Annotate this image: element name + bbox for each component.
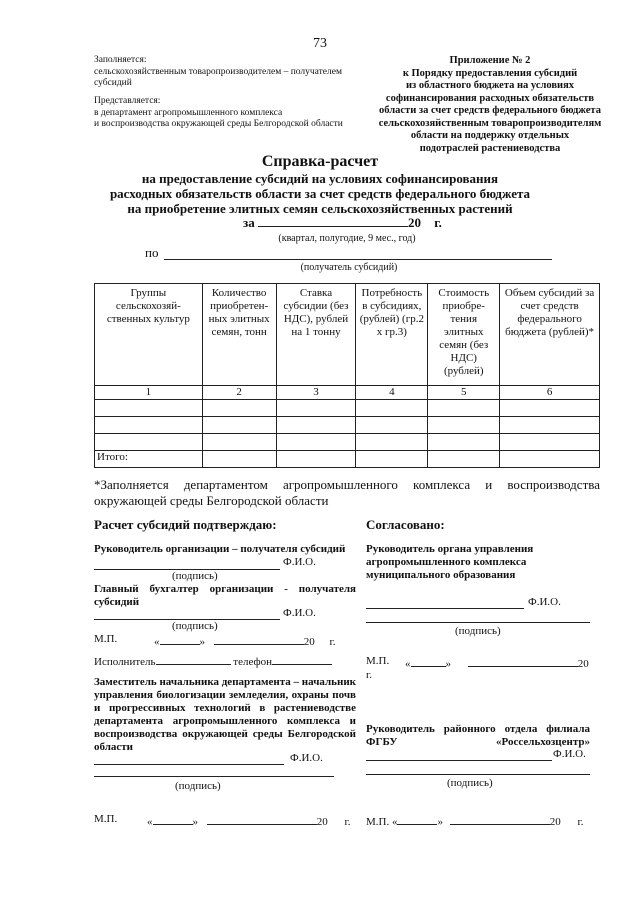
deputy-signature-field[interactable] [94,764,284,765]
table-cell[interactable] [95,400,203,417]
annex-line: области за счет средств федерального бюджета [379,105,601,116]
municipal-signature-hint: (подпись) [455,625,501,637]
column-number: 2 [202,386,276,400]
submitted-to-line-2: и воспроизводства окружающей среды Белгородской области [94,119,343,129]
left-date-day-field[interactable] [160,633,200,645]
period-hint: (квартал, полугодие, 9 мес., год) [278,233,416,244]
column-number: 3 [276,386,356,400]
chief-accountant-label [94,583,356,609]
annex-line: из областного бюджета на условиях [405,80,575,91]
regional-signature-field[interactable] [366,760,552,761]
left-stamp-label: М.П. [94,633,118,645]
right-date-year: 20 [577,658,589,670]
table-row [95,417,600,434]
table-cell[interactable] [356,417,428,434]
footnote: *Заполняется департаментом агропромышленного комплекса и воспроизводства окружающей среды Белгородской области [94,477,600,508]
left-bottom-date-day-field[interactable] [153,813,193,825]
right-stamp-label: М.П. [366,655,390,667]
municipal-second-line[interactable] [366,622,590,623]
municipal-fio: Ф.И.О. [528,596,561,608]
chief-accountant-text: Главный бухгалтер организации - получателя субсидий [94,583,356,608]
table-cell[interactable] [202,451,276,468]
recipient-field[interactable] [164,259,552,260]
table-cell[interactable] [276,400,356,417]
table-cell[interactable] [500,451,600,468]
table-cell[interactable] [95,417,203,434]
submitted-to-line-1: в департамент агропромышленного комплекса [94,107,283,118]
deputy-text: Заместитель начальника департамента – начальник управления биологизации земледелия, охраны почв и прогрессивных технологий в растениеводстве департамента агропромышленного комплекса и воспроизводства окружающей среды Белгородской области [94,676,356,753]
column-number: 1 [95,386,203,400]
deputy-fio: Ф.И.О. [290,752,323,764]
table-cell[interactable] [500,400,600,417]
right-date-year-suffix: г. [366,669,373,681]
quote-close: » [445,658,451,670]
total-label: Итого: [95,451,203,468]
header-seed-cost: Стоимость приобре-тения элитных семян (без НДС) (рублей) [428,284,500,386]
header-subsidy-need: Потребность в субсидиях, (рублей) (гр.2 х гр.3) [356,284,428,386]
annex-line: подотраслей растениеводства [419,142,561,154]
recipient-hint: (получатель субсидий) [300,262,398,273]
table-cell[interactable] [95,434,203,451]
subsidy-table [94,283,600,468]
header-subsidy-rate: Ставка субсидии (без НДС), рублей на 1 тонну [276,284,356,386]
left-date-year: 20 [303,636,315,648]
executor-field[interactable] [156,653,231,665]
period-field[interactable] [258,215,408,227]
header-crop-groups: Группы сельскохозяй-ственных культур [95,284,203,386]
table-header-row [95,284,600,386]
quote-open: « [391,816,398,828]
deputy-second-line[interactable] [94,776,334,777]
column-number: 4 [356,386,428,400]
subtitle-line: на приобретение элитных семян сельскохозяйственных растений [127,201,513,216]
right-date-month-field[interactable] [468,655,578,667]
period-line [243,215,442,231]
regional-fio: Ф.И.О. [553,748,586,760]
table-cell[interactable] [202,434,276,451]
right-bottom-date-line [366,813,584,829]
table-cell[interactable] [428,434,500,451]
filled-by-line-2: субсидий [94,78,132,88]
column-number-row [95,386,600,400]
document-title: Справка-расчет [261,153,379,170]
left-bottom-date-line [147,813,351,829]
table-row [95,400,600,417]
annex-line: Приложение № 2 [449,55,531,66]
left-date-month-field[interactable] [214,633,304,645]
submitted-to-block [94,96,364,131]
quote-close: » [437,816,443,828]
phone-field[interactable] [272,653,332,665]
annex-line: сельскохозяйственным товаропроизводителям [378,117,602,129]
table-cell[interactable] [500,417,600,434]
quote-open: « [405,658,411,670]
quote-open: « [147,816,153,828]
quote-close: » [192,816,198,828]
filled-by-label: Заполняется: [94,55,147,65]
chief-accountant-fio: Ф.И.О. [283,607,316,619]
regional-head-text: Руководитель районного отдела филиала ФГБУ «Россельхозцентр» [366,723,590,748]
table-cell[interactable] [202,400,276,417]
table-cell[interactable] [428,451,500,468]
right-bottom-date-year: 20 [549,816,561,828]
annex-block [365,55,615,155]
table-cell[interactable] [202,417,276,434]
period-suffix: г. [434,215,442,230]
table-cell[interactable] [356,400,428,417]
quote-close: » [199,636,205,648]
regional-head-label [366,723,590,749]
municipal-head-label: Руководитель органа управления агропромышленного комплекса муниципального образования [366,543,534,581]
period-year: 20 [407,215,421,230]
header-federal-subsidy: Объем субсидий за счет средств федерального бюджета (рублей)* [500,284,600,386]
left-date-line [154,633,336,649]
total-row [95,451,600,468]
header-seed-quantity: Количество приобретен-ных элитных семян, тонн [202,284,276,386]
table-cell[interactable] [356,434,428,451]
left-bottom-date-month-field[interactable] [207,813,317,825]
column-number: 6 [500,386,600,400]
executor-label: Исполнитель [94,656,156,668]
submitted-to-label: Представляется: [94,96,161,106]
table-cell[interactable] [428,417,500,434]
regional-second-line[interactable] [366,774,590,775]
column-number: 5 [428,386,500,400]
table-cell[interactable] [276,434,356,451]
annex-line: к Порядку предоставления субсидий [402,67,578,79]
table-cell[interactable] [276,451,356,468]
annex-line: софинансирования расходных обязательств [385,92,595,104]
table-row [95,434,600,451]
left-bottom-date-year: 20 [316,816,328,828]
annex-line: области на поддержку отдельных [410,130,570,141]
right-date-line [405,655,589,671]
regional-signature-hint: (подпись) [447,777,493,789]
table-cell[interactable] [428,400,500,417]
subtitle-line: на предоставление субсидий на условиях софинансирования [141,171,499,186]
filled-by-block [94,55,364,90]
quote-open: « [154,636,160,648]
head-of-org-label: Руководитель организации – получателя субсидий [94,543,346,555]
left-heading: Расчет субсидий подтверждаю: [94,517,277,532]
left-bottom-date-year-suffix: г. [344,816,351,828]
table-cell[interactable] [276,417,356,434]
right-heading: Согласовано: [366,517,445,532]
head-of-org-signature-hint: (подпись) [172,570,218,582]
table-cell[interactable] [500,434,600,451]
municipal-signature-field[interactable] [366,608,524,609]
table-cell[interactable] [356,451,428,468]
right-date-day-field[interactable] [411,655,446,667]
deputy-label [94,676,356,754]
right-bottom-date-day-field[interactable] [397,813,437,825]
left-date-year-suffix: г. [329,636,336,648]
subtitle-line: расходных обязательств области за счет средств федерального бюджета [109,186,531,201]
right-bottom-stamp-label: М.П. [366,816,390,828]
executor-line [94,653,332,669]
filled-by-line-1: сельскохозяйственным товаропроизводителем – получателем [94,66,342,77]
phone-label: телефон [233,656,272,668]
period-prefix: за [243,215,255,230]
page-number: 73 [313,36,327,51]
document-subtitle [100,171,540,216]
head-of-org-fio: Ф.И.О. [283,556,316,568]
deputy-signature-hint: (подпись) [175,780,221,792]
recipient-prefix: по [145,245,159,260]
left-bottom-stamp-label: М.П. [94,813,118,825]
right-bottom-date-year-suffix: г. [577,816,584,828]
right-bottom-date-month-field[interactable] [450,813,550,825]
chief-accountant-signature-hint: (подпись) [172,620,218,632]
